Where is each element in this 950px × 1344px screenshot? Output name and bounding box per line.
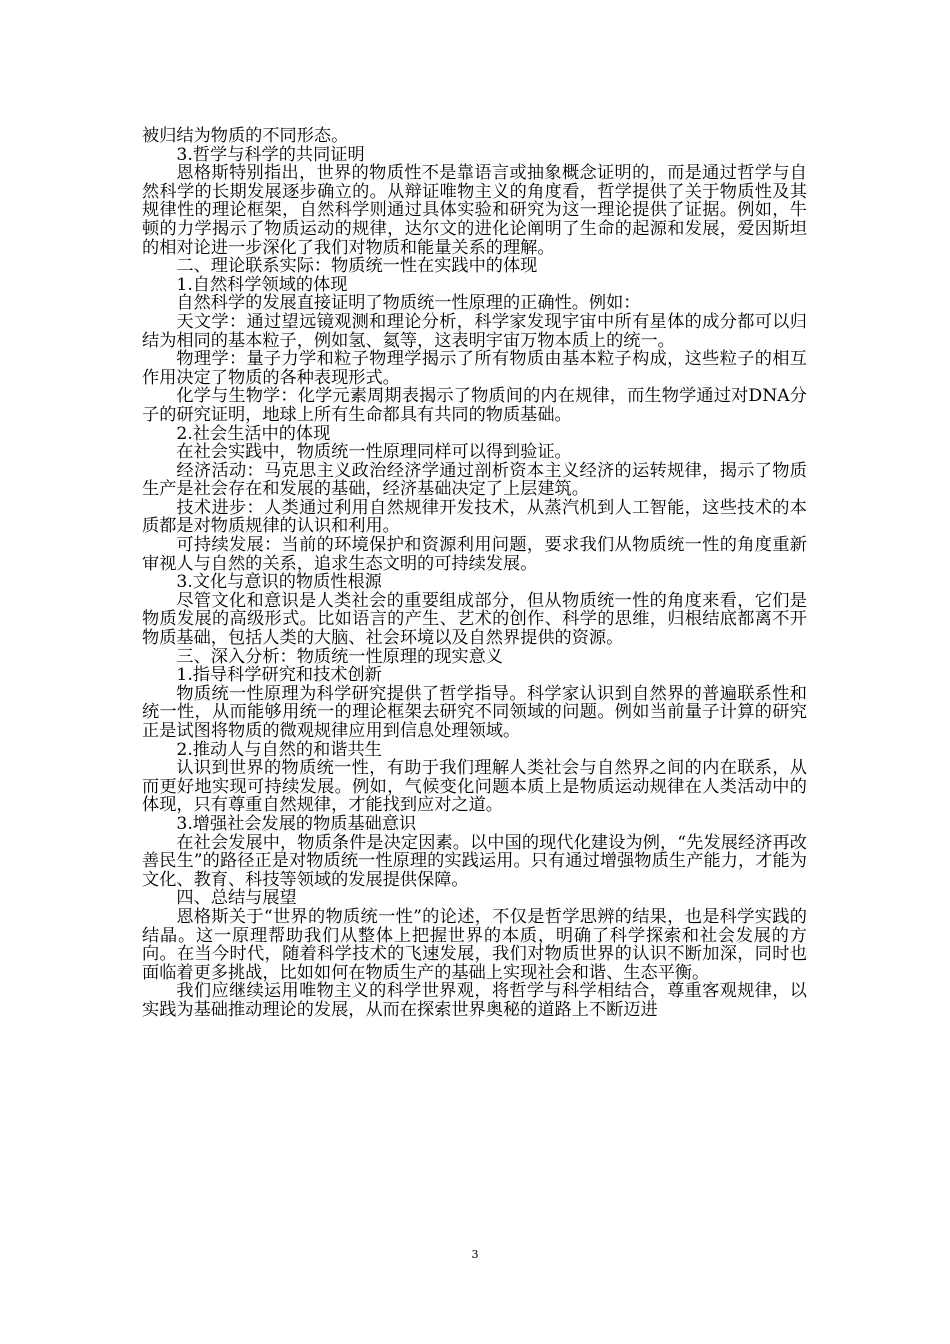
section-heading: 二、理论联系实际：物质统一性在实践中的体现 <box>176 256 538 277</box>
paragraph: 被归结为物质的不同形态。 <box>142 126 349 146</box>
paragraph: 物理学：量子力学和粒子物理学揭示了所有物质由基本粒子构成，这些粒子的相互作用决定了物质的各种表现形式。 <box>142 349 807 388</box>
section-heading: 2.推动人与自然的和谐共生 <box>176 739 382 760</box>
paragraph: 经济活动：马克思主义政治经济学通过剖析资本主义经济的运转规律，揭示了物质生产是社会存在和发展的基础，经济基础决定了上层建筑。 <box>142 460 807 500</box>
paragraph: 恩格斯关于“世界的物质统一性”的论述，不仅是哲学思辨的结果，也是科学实践的结晶。这一原理帮助我们从整体上把握世界的本质，明确了科学探索和社会发展的方向。在当今时代，随着科学技术的飞速发展，我们对物质世界的认识不断加深，同时也面临着更多挑战，比如如何在物质生产的基础上实现社会和谐、生态平衡。 <box>142 906 807 983</box>
paragraph: 我们应继续运用唯物主义的科学世界观，将哲学与科学相结合，尊重客观规律，以实践为基础推动理论的发展，从而在探索世界奥秘的道路上不断迈进 <box>142 981 807 1020</box>
paragraph: 自然科学的发展直接证明了物质统一性原理的正确性。例如： <box>176 293 641 314</box>
paragraph: 在社会发展中，物质条件是决定因素。以中国的现代化建设为例，“先发展经济再改善民生”的路径正是对物质统一性原理的实践运用。只有通过增强物质生产能力，才能为文化、教育、科技等领域的发展提供保障。 <box>142 832 807 890</box>
paragraph: 认识到世界的物质统一性，有助于我们理解人类社会与自然界之间的内在联系，从而更好地实现可持续发展。例如，气候变化问题本质上是物质运动规律在人类活动中的体现，只有尊重自然规律，才能找到应对之道。 <box>142 758 807 816</box>
section-heading: 3.增强社会发展的物质基础意识 <box>176 813 417 834</box>
paragraph: 化学与生物学：化学元素周期表揭示了物质间的内在规律，而生物学通过对DNA分子的研究证明，地球上所有生命都具有共同的物质基础。 <box>142 386 807 425</box>
paragraph: 恩格斯特别指出，世界的物质性不是靠语言或抽象概念证明的，而是通过哲学与自然科学的长期发展逐步确立的。从辩证唯物主义的角度看，哲学提供了关于物质性及其规律性的理论框架，自然科学则通过具体实验和研究为这一理论提供了证据。例如，牛顿的力学揭示了物质运动的规律，达尔文的进化论阐明了生命的起源和发展，爱因斯坦的相对论进一步深化了我们对物质和能量关系的理解。 <box>142 163 807 258</box>
page-body <box>142 127 807 1020</box>
paragraph: 尽管文化和意识是人类社会的重要组成部分，但从物质统一性的角度来看，它们是物质发展的高级形式。比如语言的产生、艺术的创作、科学的思维，归根结底都离不开物质基础，包括人类的大脑、社会环境以及自然界提供的资源。 <box>142 590 807 649</box>
section-heading: 1.自然科学领域的体现 <box>176 274 348 295</box>
section-heading: 3.哲学与科学的共同证明 <box>176 144 365 165</box>
paragraph: 天文学：通过望远镜观测和理论分析，科学家发现宇宙中所有星体的成分都可以归结为相同的基本粒子，例如氢、氦等，这表明宇宙万物本质上的统一。 <box>142 311 807 351</box>
section-heading: 2.社会生活中的体现 <box>176 423 331 444</box>
section-heading: 1.指导科学研究和技术创新 <box>176 665 382 686</box>
paragraph: 物质统一性原理为科学研究提供了哲学指导。科学家认识到自然界的普遍联系性和统一性，从而能够用统一的理论框架去研究不同领域的问题。例如当前量子计算的研究正是试图将物质的微观规律应用到信息处理领域。 <box>142 683 807 741</box>
section-heading: 3.文化与意识的物质性根源 <box>176 572 382 593</box>
page-number: 3 <box>471 1248 479 1261</box>
section-heading: 四、总结与展望 <box>176 888 297 909</box>
paragraph: 技术进步：人类通过利用自然规律开发技术，从蒸汽机到人工智能，这些技术的本质都是对物质规律的认识和利用。 <box>142 497 807 537</box>
paragraph: 可持续发展：当前的环境保护和资源利用问题，要求我们从物质统一性的角度重新审视人与自然的关系，追求生态文明的可持续发展。 <box>142 535 807 574</box>
section-heading: 三、深入分析：物质统一性原理的现实意义 <box>176 646 503 667</box>
paragraph: 在社会实践中，物质统一性原理同样可以得到验证。 <box>176 442 572 463</box>
